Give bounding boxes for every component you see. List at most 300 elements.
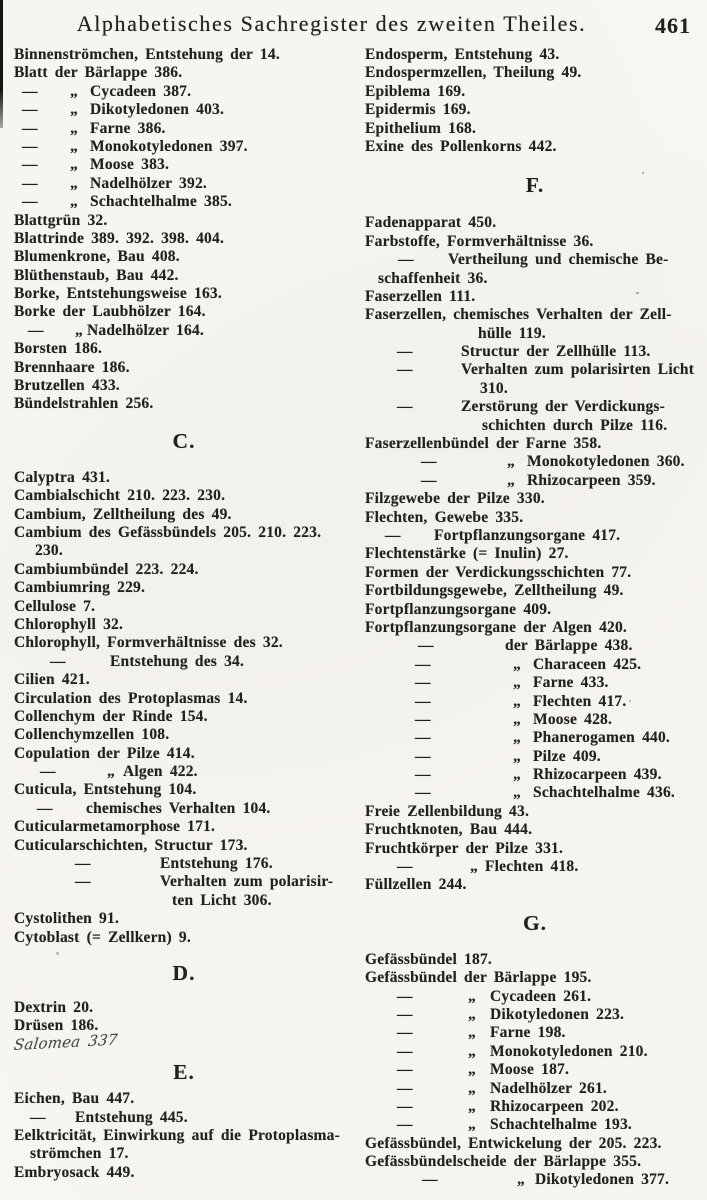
index-entry-line [14,322,354,340]
index-entry-line [14,377,354,395]
entry-text: Fadenapparat 450. [365,214,497,232]
entry-repeat-dash: — [397,1061,412,1079]
index-entry-line [14,267,354,285]
index-entry-line [365,138,705,156]
index-entry-line [14,212,354,230]
entry-repeat-dash: — [22,156,37,174]
entry-text: Freie Zellenbildung 43. [365,802,530,820]
index-entry-line [14,1109,354,1127]
entry-text: Formen der Verdickungsschichten 77. [365,563,632,581]
section-heading-letter: D. [172,960,196,985]
entry-repeat-dash: — [397,398,412,416]
index-entry-line [365,784,705,802]
entry-repeat-dash: — [50,652,65,670]
index-entry-line [14,340,354,358]
entry-text: Blüthenstaub, Bau 442. [14,266,179,284]
entry-ditto-quote: „ [468,1061,476,1079]
entry-text: Moose 187. [490,1061,570,1079]
entry-ditto-quote: „ [468,1024,476,1042]
index-entry-line [365,1080,705,1098]
entry-text: Cytoblast (= Zellkern) 9. [14,928,191,946]
index-entry-line [14,542,354,560]
entry-repeat-dash: — [22,193,37,211]
index-entry-line [14,248,354,266]
entry-repeat-dash: — [397,361,412,379]
index-entry-line [14,1164,354,1182]
entry-text: Exine des Pollenkorns 442. [365,137,557,155]
index-entry-line [365,472,705,490]
entry-repeat-dash: — [397,343,412,361]
entry-text: Endospermzellen, Theilung 49. [365,64,582,82]
index-entry-line [365,988,705,1006]
entry-text: Entstehung 176. [160,855,273,873]
index-column-left [14,46,354,1182]
entry-text: Gefässbündelscheide der Bärlappe 355. [365,1153,642,1171]
entry-text: Cycadeen 261. [490,987,592,1005]
entry-repeat-dash: — [397,858,412,876]
index-entry-line [14,855,354,873]
entry-ditto-quote: „ [513,747,521,765]
entry-text: Verhalten zum polarisirten Licht [461,361,695,379]
index-entry-line [365,637,705,655]
ink-speck [56,952,59,955]
entry-text: Cuticularschichten, Structur 173. [14,836,248,854]
entry-repeat-dash: — [75,855,90,873]
entry-ditto-quote: „ [513,766,521,784]
index-entry-line [365,840,705,858]
index-entry-line [365,748,705,766]
entry-repeat-dash: — [418,637,433,655]
entry-text: Cystolithen 91. [14,910,120,928]
entry-text: schichten durch Pilze 116. [482,416,668,434]
entry-repeat-dash: — [415,674,430,692]
entry-ditto-quote: „ [75,321,83,339]
entry-ditto-quote: „ [468,1042,476,1060]
entry-text: Flechtenstärke (= Inulin) 27. [365,545,569,563]
index-entry-line [365,821,705,839]
index-entry-line [14,653,354,671]
entry-repeat-dash: — [415,710,430,728]
entry-text: Cellulose 7. [14,597,96,615]
entry-ditto-quote: „ [513,710,521,728]
index-entry-line [14,1145,354,1163]
index-column-right [365,46,705,1190]
entry-text: chemisches Verhalten 104. [86,799,271,817]
entry-text: Dextrin 20. [14,998,94,1016]
index-entry-line [365,453,705,471]
index-entry-line [365,251,705,269]
entry-ditto-quote: „ [513,692,521,710]
entry-repeat-dash: — [22,174,37,192]
entry-text: Cuticula, Entstehung 104. [14,781,197,799]
index-entry-line [365,306,705,324]
entry-repeat-dash: — [397,1079,412,1097]
ink-speck [629,700,631,702]
section-heading [365,895,705,951]
entry-text: Bündelstrahlen 256. [14,395,154,413]
entry-text: Copulation der Pilze 414. [14,744,195,762]
section-heading-letter: E. [173,1059,195,1084]
entry-text: Schachtelhalme 385. [90,193,232,211]
entry-repeat-dash: — [40,763,55,781]
entry-repeat-dash: — [397,1097,412,1115]
index-entry-line [14,1127,354,1145]
index-entry-line [365,619,705,637]
entry-text: Rhizocarpeen 359. [527,471,656,489]
entry-repeat-dash: — [22,119,37,137]
entry-text: Flechten 418. [485,858,579,876]
index-entry-line [14,690,354,708]
entry-text: Collenchym der Rinde 154. [14,707,208,725]
entry-ditto-quote: „ [513,674,521,692]
index-entry-line [365,876,705,894]
entry-ditto-quote: „ [513,655,521,673]
index-entry-line [14,101,354,119]
entry-ditto-quote: „ [107,763,115,781]
entry-text: Farne 433. [533,674,609,692]
entry-text: 230. [35,542,63,560]
entry-text: Flechten, Gewebe 335. [365,508,524,526]
entry-text: Gefässbündel 187. [365,950,492,968]
index-entry-line [365,490,705,508]
index-entry-line [365,270,705,288]
entry-text: Eichen, Bau 447. [14,1090,135,1108]
index-entry-line [365,969,705,987]
index-entry-line [14,359,354,377]
index-entry-line [14,285,354,303]
entry-text: Collenchymzellen 108. [14,726,170,744]
entry-text: Schachtelhalme 436. [533,784,675,802]
entry-text: Dikotyledonen 223. [490,1005,625,1023]
index-entry-line [365,509,705,527]
index-entry-line [14,64,354,82]
index-entry-line [365,1061,705,1079]
entry-text: Monokotyledonen 210. [490,1042,648,1060]
entry-repeat-dash: — [421,453,436,471]
index-entry-line [14,1090,354,1108]
index-entry-line [365,582,705,600]
entry-ditto-quote: „ [70,156,78,174]
handwritten-note-text: Salomea 337 [12,1030,119,1054]
entry-text: Rhizocarpeen 439. [533,766,662,784]
entry-ditto-quote: „ [70,119,78,137]
index-entry-line [365,1024,705,1042]
entry-text: Circulation des Protoplasmas 14. [14,689,248,707]
entry-text: Farne 386. [90,119,166,137]
entry-text: Cambialschicht 210. 223. 230. [14,487,226,505]
index-entry-line [14,999,354,1017]
entry-text: Epithelium 168. [365,119,477,137]
entry-text: Nadelhölzer 164. [87,321,204,339]
page-title: Alphabetisches Sachregister des zweiten Theiles. [76,11,587,36]
entry-repeat-dash: — [397,1024,412,1042]
index-entry-line [365,380,705,398]
index-entry-line [14,46,354,64]
entry-text: Rhizocarpeen 202. [490,1097,619,1115]
entry-text: Binnenströmchen, Entstehung der 14. [14,46,280,63]
entry-repeat-dash: — [415,729,430,747]
entry-text: Brennhaare 186. [14,358,130,376]
entry-repeat-dash: — [415,784,430,802]
entry-repeat-dash: — [415,766,430,784]
ink-speck [642,172,644,174]
entry-repeat-dash: — [421,471,436,489]
index-entry-line [365,1098,705,1116]
index-entry-line [14,892,354,910]
index-entry-line [14,873,354,891]
entry-text: Fortpflanzungsorgane der Algen 420. [365,618,627,636]
entry-repeat-dash: — [37,799,52,817]
entry-text: Endosperm, Entstehung 43. [365,46,560,63]
entry-ditto-quote: „ [70,82,78,100]
entry-repeat-dash: — [415,747,430,765]
entry-text: Dikotyledonen 403. [90,101,225,119]
index-entry-line [14,818,354,836]
entry-text: Entstehung des 34. [110,652,245,670]
entry-ditto-quote: „ [470,858,478,876]
index-entry-line [365,361,705,379]
entry-text: Borke, Entstehungsweise 163. [14,285,222,303]
entry-repeat-dash: — [22,101,37,119]
entry-text: Cuticularmetamorphose 171. [14,818,216,836]
index-entry-line [365,858,705,876]
entry-text: Blattgrün 32. [14,211,108,229]
index-entry-line [365,64,705,82]
entry-text: Epiblema 169. [365,82,466,100]
entry-text: Nadelhölzer 392. [90,174,207,192]
entry-ditto-quote: „ [70,174,78,192]
entry-repeat-dash: — [75,873,90,891]
index-entry-line [14,230,354,248]
entry-text: Entstehung 445. [75,1108,188,1126]
entry-ditto-quote: „ [468,1097,476,1115]
index-entry-line [365,1043,705,1061]
entry-text: Cambium, Zelltheilung des 49. [14,505,232,523]
entry-text: Farne 198. [490,1024,566,1042]
entry-text: Farbstoffe, Formverhältnisse 36. [365,232,594,250]
entry-text: Faserzellenbündel der Farne 358. [365,435,602,453]
index-entry-line [14,395,354,413]
entry-text: Characeen 425. [533,655,642,673]
entry-repeat-dash: — [397,1116,412,1134]
entry-text: schaffenheit 36. [378,269,488,287]
entry-ditto-quote: „ [70,193,78,211]
index-entry-line [14,634,354,652]
ink-speck [636,292,639,294]
entry-ditto-quote: „ [513,729,521,747]
entry-text: Borsten 186. [14,340,103,358]
index-entry-line [365,398,705,416]
entry-text: Moose 428. [533,710,613,728]
index-entry-line [14,175,354,193]
entry-ditto-quote: „ [507,453,515,471]
index-entry-line [365,1006,705,1024]
index-entry-line [365,1153,705,1171]
index-entry-line [365,435,705,453]
index-entry-line [365,693,705,711]
entry-repeat-dash: — [415,655,430,673]
entry-text: Flechten 417. [533,692,627,710]
entry-text: Fortbildungsgewebe, Zelltheilung 49. [365,582,624,600]
section-heading [14,947,354,999]
entry-repeat-dash: — [385,526,400,544]
index-entry-line [14,303,354,321]
section-heading-letter: G. [522,910,548,935]
index-entry-line [365,564,705,582]
entry-ditto-quote: „ [70,137,78,155]
entry-repeat-dash: — [422,1171,437,1189]
index-entry-line [14,781,354,799]
entry-text: Borke der Laubhölzer 164. [14,303,206,321]
entry-text: Phanerogamen 440. [533,729,670,747]
entry-text: Cilien 421. [14,671,90,689]
ink-speck [236,146,239,148]
entry-text: Drüsen 186. [14,1017,99,1035]
section-heading [14,1054,354,1090]
entry-ditto-quote: „ [468,1079,476,1097]
entry-text: Vertheilung und chemische Be- [448,251,669,269]
entry-text: Zerstörung der Verdickungs- [461,398,666,416]
entry-text: Epidermis 169. [365,101,471,119]
entry-repeat-dash: — [397,1005,412,1023]
entry-text: Monokotyledonen 360. [527,453,685,471]
entry-text: Eelktricität, Einwirkung auf die Protoplasma- [14,1126,340,1144]
entry-text: strömchen 17. [30,1145,129,1163]
index-entry-line [365,101,705,119]
index-entry-line [14,524,354,542]
entry-text: Cambiumring 229. [14,579,146,597]
entry-text: Moose 383. [90,156,170,174]
index-entry-line [365,46,705,64]
entry-text: Faserzellen, chemisches Verhalten der Zell- [365,306,672,324]
entry-ditto-quote: „ [507,471,515,489]
index-entry-line [365,83,705,101]
index-entry-line [14,763,354,781]
index-entry-line [365,120,705,138]
section-heading [365,156,705,214]
entry-text: hülle 119. [478,324,546,342]
index-entry-line [14,561,354,579]
entry-text: Embryosack 449. [14,1163,135,1181]
entry-text: Cycadeen 387. [90,82,192,100]
index-entry-line [365,343,705,361]
index-entry-line [14,837,354,855]
entry-text: Gefässbündel, Entwickelung der 205. 223. [365,1134,662,1152]
entry-text: Monokotyledonen 397. [90,137,248,155]
section-heading-letter: C. [172,429,196,454]
index-entry-line [365,711,705,729]
entry-ditto-quote: „ [70,101,78,119]
entry-ditto-quote: „ [517,1171,525,1189]
entry-text: Blatt der Bärlappe 386. [14,64,183,82]
entry-text: 310. [480,379,508,397]
index-entry-line [365,601,705,619]
index-entry-line [14,579,354,597]
index-entry-line [365,766,705,784]
index-entry-line [14,616,354,634]
entry-text: der Bärlappe 438. [505,637,633,655]
entry-text: Pilze 409. [533,747,601,765]
entry-text: Algen 422. [123,763,198,781]
index-entry-line [14,156,354,174]
entry-text: Faserzellen 111. [365,287,476,305]
index-entry-line [14,929,354,947]
entry-repeat-dash: — [415,692,430,710]
index-entry-line [365,1171,705,1189]
entry-text: Structur der Zellhülle 113. [461,343,651,361]
entry-ditto-quote: „ [468,1116,476,1134]
entry-text: Brutzellen 433. [14,377,120,395]
index-entry-line [14,598,354,616]
index-entry-line [14,193,354,211]
entry-repeat-dash: — [30,1108,45,1126]
index-entry-line [365,233,705,251]
entry-text: Fortpflanzungsorgane 417. [434,526,621,544]
entry-repeat-dash: — [22,137,37,155]
entry-text: Fruchtknoten, Bau 444. [365,821,533,839]
index-entry-line [365,214,705,232]
entry-text: Dikotyledonen 377. [535,1171,670,1189]
entry-text: Verhalten zum polarisir- [160,873,334,891]
index-entry-line [365,729,705,747]
index-entry-line [365,803,705,821]
index-entry-line [14,506,354,524]
entry-text: ten Licht 306. [172,891,272,909]
section-heading [14,414,354,469]
index-entry-line [365,656,705,674]
entry-text: Füllzellen 244. [365,876,467,894]
entry-text: Filzgewebe der Pilze 330. [365,490,545,508]
entry-text: Schachtelhalme 193. [490,1116,632,1134]
index-entry-line [365,545,705,563]
entry-ditto-quote: „ [468,987,476,1005]
entry-ditto-quote: „ [513,784,521,802]
index-entry-line [365,1135,705,1153]
index-entry-line [365,288,705,306]
entry-text: Nadelhölzer 261. [490,1079,607,1097]
index-entry-line [14,120,354,138]
index-entry-line [14,469,354,487]
index-entry-line [14,671,354,689]
index-entry-line [14,745,354,763]
index-entry-line [365,674,705,692]
index-entry-line [14,83,354,101]
index-entry-line [365,325,705,343]
entry-text: Chlorophyll, Formverhältnisse des 32. [14,634,283,652]
entry-repeat-dash: — [28,321,43,339]
entry-repeat-dash: — [397,1042,412,1060]
index-entry-line [365,951,705,969]
index-entry-line [365,1116,705,1134]
index-entry-line [14,910,354,928]
entry-text: Cambiumbündel 223. 224. [14,560,199,578]
index-entry-line [14,487,354,505]
index-entry-line [14,726,354,744]
entry-text: Fruchtkörper der Pilze 331. [365,839,564,857]
section-heading-letter: F. [525,173,545,198]
index-entry-line [14,800,354,818]
entry-repeat-dash: — [397,987,412,1005]
entry-text: Chlorophyll 32. [14,615,124,633]
entry-text: Calyptra 431. [14,468,111,486]
page-number: 461 [655,13,691,38]
index-entry-line [14,138,354,156]
index-entry-line [365,527,705,545]
entry-text: Gefässbündel der Bärlappe 195. [365,969,592,987]
entry-text: Blattrinde 389. 392. 398. 404. [14,229,225,247]
entry-text: Blumenkrone, Bau 408. [14,248,180,266]
entry-repeat-dash: — [398,251,413,269]
